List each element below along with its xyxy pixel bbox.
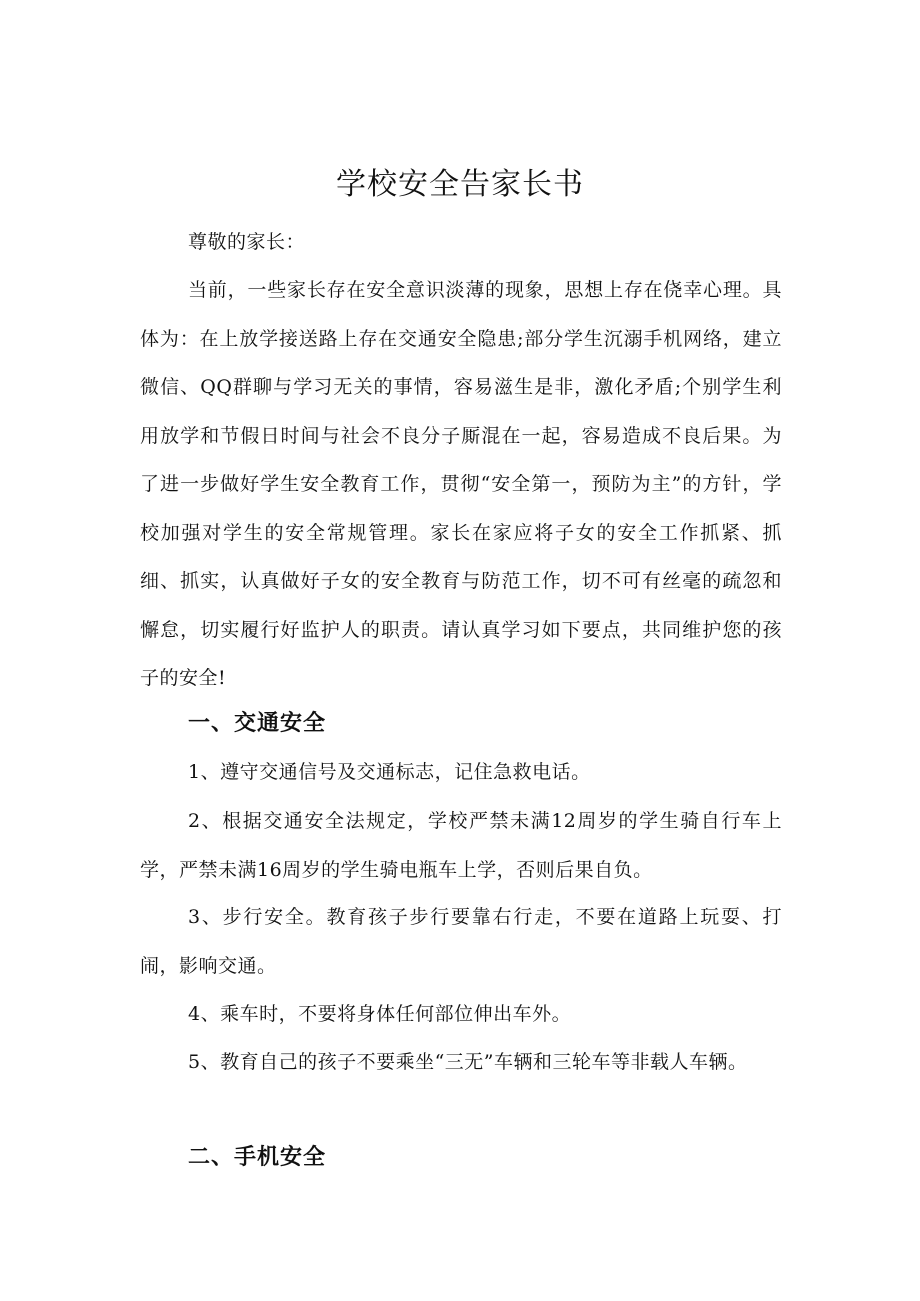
intro-paragraph: 当前，一些家长存在安全意识淡薄的现象，思想上存在侥幸心理。具体为：在上放学接送路上存在交通安全隐患;部分学生沉溺手机网络，建立微信、QQ群聊与学习无关的事情，容易滋生是非，激化矛盾;个别学生利用放学和节假日时间与社会不良分子厮混在一起，容易造成不良后果。为了进一步做好学生安全教育工作，贯彻“安全第一，预防为主”的方针，学校加强对学生的安全常规管理。家长在家应将子女的安全工作抓紧、抓细、抓实，认真做好子女的安全教育与防范工作，切不可有丝毫的疏忽和懈怠，切实履行好监护人的职责。请认真学习如下要点，共同维护您的孩子的安全!: [140, 279, 782, 689]
traffic-item-1: 1、遵守交通信号及交通标志，记住急救电话。: [188, 761, 591, 783]
section-heading-phone: 二、手机安全: [188, 1145, 327, 1170]
traffic-item-3: 3、步行安全。教育孩子步行要靠右行走，不要在道路上玩耍、打闹，影响交通。: [140, 906, 782, 977]
traffic-item-5: 5、教育自己的孩子不要乘坐“三无”车辆和三轮车等非载人车辆。: [188, 1051, 748, 1073]
traffic-item-2: 2、根据交通安全法规定，学校严禁未满12周岁的学生骑自行车上学，严禁未满16周岁的学生骑电瓶车上学，否则后果自负。: [140, 810, 782, 881]
greeting-line: 尊敬的家长：: [188, 231, 306, 253]
section-heading-traffic: 一、交通安全: [188, 711, 327, 736]
traffic-item-4: 4、乘车时，不要将身体任何部位伸出车外。: [188, 1003, 572, 1025]
document-title: 学校安全告家长书: [336, 167, 584, 203]
